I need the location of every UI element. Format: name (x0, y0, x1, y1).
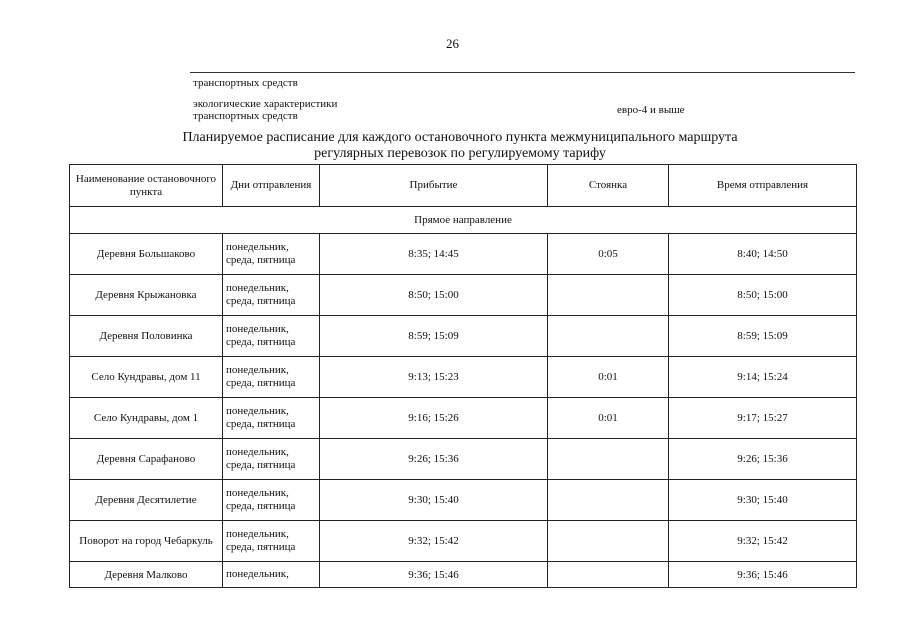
cell-stop: Село Кундравы, дом 1 (70, 398, 223, 439)
table-row (70, 398, 857, 439)
cell-stay: 0:01 (548, 398, 669, 439)
cell-days: понедельник, среда, пятница (223, 480, 320, 521)
cell-days: понедельник, (223, 562, 320, 588)
cell-arrival: 9:16; 15:26 (320, 398, 548, 439)
header-departure: Время отправления (669, 165, 857, 207)
cell-departure: 9:30; 15:40 (669, 480, 857, 521)
cell-days: понедельник, среда, пятница (223, 316, 320, 357)
schedule-table (69, 164, 857, 588)
table-row (70, 357, 857, 398)
cell-arrival: 9:30; 15:40 (320, 480, 548, 521)
cell-stop: Деревня Малково (70, 562, 223, 588)
cell-days: понедельник, среда, пятница (223, 398, 320, 439)
cell-stop: Село Кундравы, дом 11 (70, 357, 223, 398)
schedule-title-line1: Планируемое расписание для каждого остановочного пункта межмуниципального маршрута (182, 130, 738, 145)
cell-arrival: 9:13; 15:23 (320, 357, 548, 398)
cell-departure: 9:32; 15:42 (669, 521, 857, 562)
header-arrival: Прибытие (320, 165, 548, 207)
cell-stop: Деревня Большаково (70, 234, 223, 275)
cell-stop: Деревня Половинка (70, 316, 223, 357)
cell-stay (548, 439, 669, 480)
cell-departure: 9:17; 15:27 (669, 398, 857, 439)
param-eco-label: экологические характеристики транспортных средств (193, 98, 338, 122)
cell-departure: 8:40; 14:50 (669, 234, 857, 275)
cell-departure: 8:59; 15:09 (669, 316, 857, 357)
cell-stay: 0:05 (548, 234, 669, 275)
table-header-row (70, 165, 857, 207)
table-row (70, 234, 857, 275)
cell-arrival: 8:50; 15:00 (320, 275, 548, 316)
cell-stay (548, 562, 669, 588)
top-rule (190, 72, 855, 73)
cell-arrival: 9:26; 15:36 (320, 439, 548, 480)
table-row (70, 439, 857, 480)
cell-stop: Деревня Десятилетие (70, 480, 223, 521)
cell-departure: 9:26; 15:36 (669, 439, 857, 480)
cell-departure: 9:36; 15:46 (669, 562, 857, 588)
cell-days: понедельник, среда, пятница (223, 275, 320, 316)
cell-departure: 9:14; 15:24 (669, 357, 857, 398)
cell-departure: 8:50; 15:00 (669, 275, 857, 316)
table-row (70, 562, 857, 588)
cell-stay (548, 521, 669, 562)
section-row (70, 207, 857, 234)
header-stay: Стоянка (548, 165, 669, 207)
cell-stay (548, 480, 669, 521)
cell-stop: Деревня Крыжановка (70, 275, 223, 316)
cell-days: понедельник, среда, пятница (223, 521, 320, 562)
cell-days: понедельник, среда, пятница (223, 357, 320, 398)
cell-arrival: 8:35; 14:45 (320, 234, 548, 275)
schedule-title-line2: регулярных перевозок по регулируемому тарифу (314, 146, 606, 161)
table-row (70, 316, 857, 357)
header-days: Дни отправления (223, 165, 320, 207)
table-row (70, 480, 857, 521)
table-row (70, 275, 857, 316)
cell-stop: Поворот на город Чебаркуль (70, 521, 223, 562)
section-direction: Прямое направление (70, 207, 857, 234)
param-eco-value: евро-4 и выше (617, 104, 685, 116)
cell-stay (548, 316, 669, 357)
header-stop: Наименование остановочного пункта (70, 165, 223, 207)
cell-stay: 0:01 (548, 357, 669, 398)
param-transport-label: транспортных средств (193, 77, 298, 89)
cell-arrival: 9:36; 15:46 (320, 562, 548, 588)
table-row (70, 521, 857, 562)
cell-days: понедельник, среда, пятница (223, 439, 320, 480)
cell-stay (548, 275, 669, 316)
cell-arrival: 9:32; 15:42 (320, 521, 548, 562)
page-number: 26 (446, 36, 459, 51)
cell-stop: Деревня Сарафаново (70, 439, 223, 480)
cell-days: понедельник, среда, пятница (223, 234, 320, 275)
cell-arrival: 8:59; 15:09 (320, 316, 548, 357)
